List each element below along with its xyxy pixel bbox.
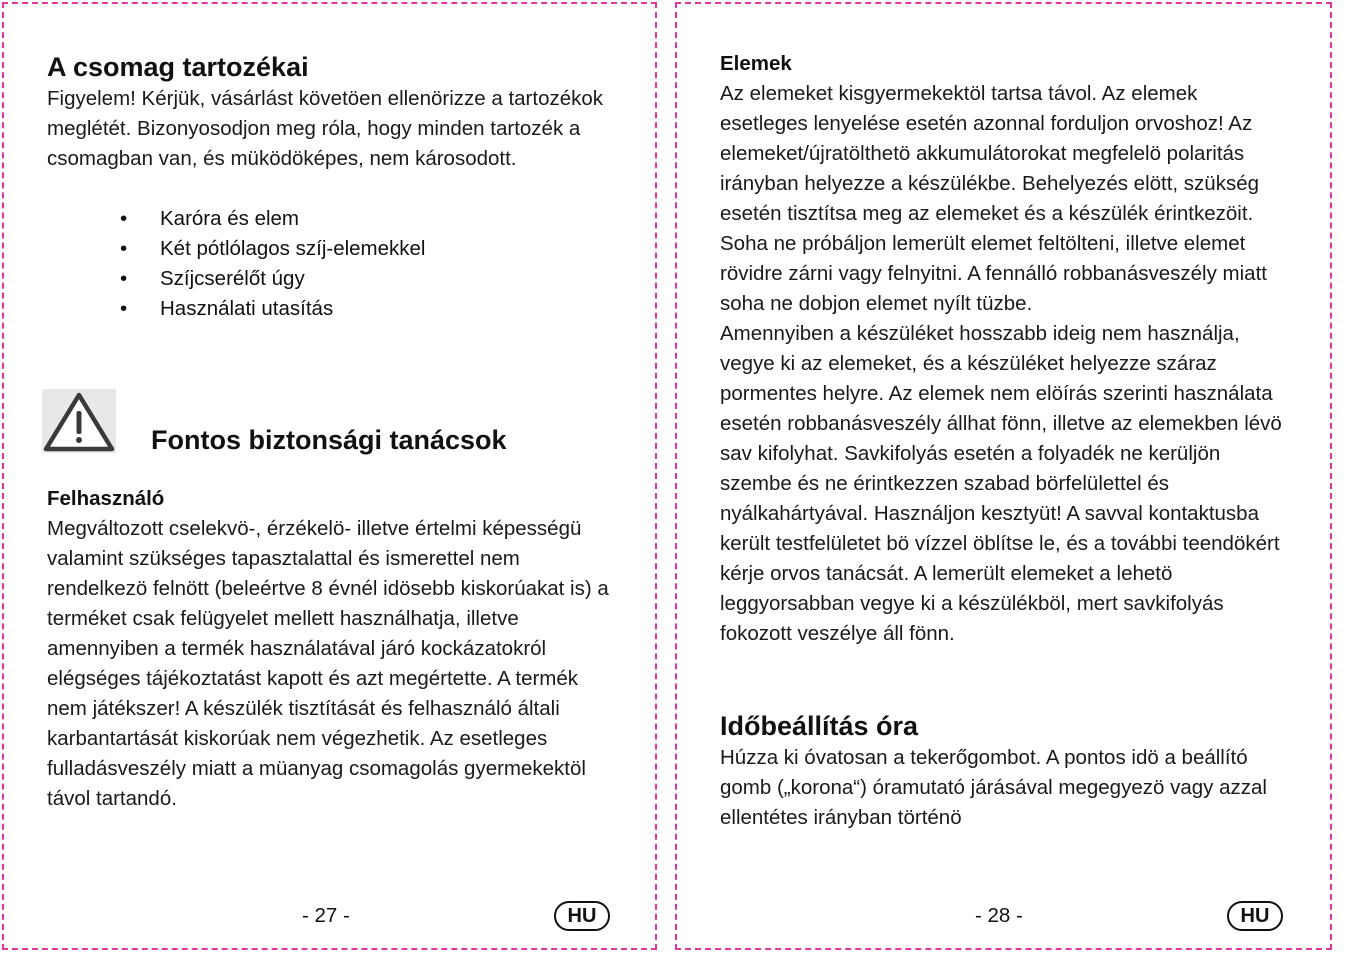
section-time-setting: [720, 710, 1290, 833]
list-item: [47, 234, 619, 264]
right-page: [675, 2, 1332, 950]
list-item-label: Két pótlólagos szíj-elemekkel: [160, 237, 426, 260]
section-title-package-contents: A csomag tartozékai: [47, 52, 309, 82]
batteries-paragraph-1: Az elemeket kisgyermekektöl tartsa távol. Az elemek esetleges lenyelése esetén azonnal forduljon orvoshoz! Az elemeket/újratölthetö akkumulátorokat megfelelö polaritás irányban helyezze a készülékbe. Behelyezés elött, szükség esetén tisztítsa meg az elemeket és a készülék érintkezöit. Soha ne próbáljon lemerült elemet feltölteni, illetve elemet rövidre zárni vagy felnyitni. A fennálló robbanásveszély miatt soha ne dobjon elemet nyílt tüzbe.: [720, 82, 1267, 315]
time-setting-paragraph: Húzza ki óvatosan a tekerőgombot. A pontos idö a beállító gomb („korona“) óramutató járásával megegyezö vagy azzal ellentétes irányban történö: [720, 746, 1267, 829]
language-badge: HU: [554, 901, 610, 931]
page-number: - 27 -: [302, 904, 350, 927]
list-item: [47, 264, 619, 294]
section-title-safety: Fontos biztonsági tanácsok: [151, 425, 507, 455]
batteries-paragraph-2: Amennyiben a készüléket hosszabb ideig nem használja, vegye ki az elemeket, és a készüléket helyezze száraz pormentes helyre. Az elemek nem elöírás szerinti használata esetén robbanásveszély állhat fönn, illetve az elemekben lévö sav kifolyhat. Savkifolyás esetén a folyadék ne kerüljön szembe és ne érintkezzen szabad börfelülettel és nyálkahártyával. Használjon kesztyüt! A savval kontaktusba került testfelületet bö vízzel öblítse le, és a további teendökért kérje orvos tanácsát. A lemerült elemeket a lehetö leggyorsabban vegye ki a készülékböl, mert savkifolyás fokozott veszélye áll fönn.: [720, 322, 1282, 645]
language-badge: HU: [1227, 901, 1283, 931]
list-item: [47, 204, 619, 234]
bullet-icon: •: [120, 267, 128, 290]
bullet-icon: •: [120, 207, 128, 230]
package-contents-list: [47, 204, 619, 324]
page-number: - 28 -: [975, 904, 1023, 927]
subheading-batteries: Elemek: [720, 52, 792, 75]
section-title-time-setting: Időbeállítás óra: [720, 711, 919, 741]
section-batteries: [720, 49, 1290, 649]
section-user-safety: [47, 484, 619, 814]
package-contents-paragraph: Figyelem! Kérjük, vásárlást követöen ellenörizze a tartozékok meglétét. Bizonyosodjon meg róla, hogy minden tartozék a csomagban van, és müködöképes, nem károsodott.: [47, 87, 604, 170]
bullet-icon: •: [120, 237, 128, 260]
list-item: [47, 294, 619, 324]
warning-triangle-icon: [42, 389, 116, 453]
list-item-label: Használati utasítás: [160, 297, 334, 320]
bullet-icon: •: [120, 297, 128, 320]
left-page: [2, 2, 657, 950]
section-package-contents: [47, 51, 619, 324]
list-item-label: Szíjcserélőt úgy: [160, 267, 305, 290]
list-item-label: Karóra és elem: [160, 207, 300, 230]
user-safety-paragraph: Megváltozott cselekvö-, érzékelö- illetve értelmi képességü valamint szükséges tapasztalattal és ismerettel nem rendelkezö felnött (beleértve 8 évnél idösebb kiskorúakat is) a terméket csak felügyelet mellett használhatja, illetve amennyiben a termék használatával járó kockázatokról elégséges tájékoztatást kapott és azt megértette. A termék nem játékszer! A készülék tisztítását és felhasználó általi karbantartását kiskorúak nem végezhetik. Az esetleges fulladásveszély miatt a müanyag csomagolás gyermekektöl távol tartandó.: [47, 517, 609, 810]
subheading-user: Felhasználó: [47, 487, 165, 510]
